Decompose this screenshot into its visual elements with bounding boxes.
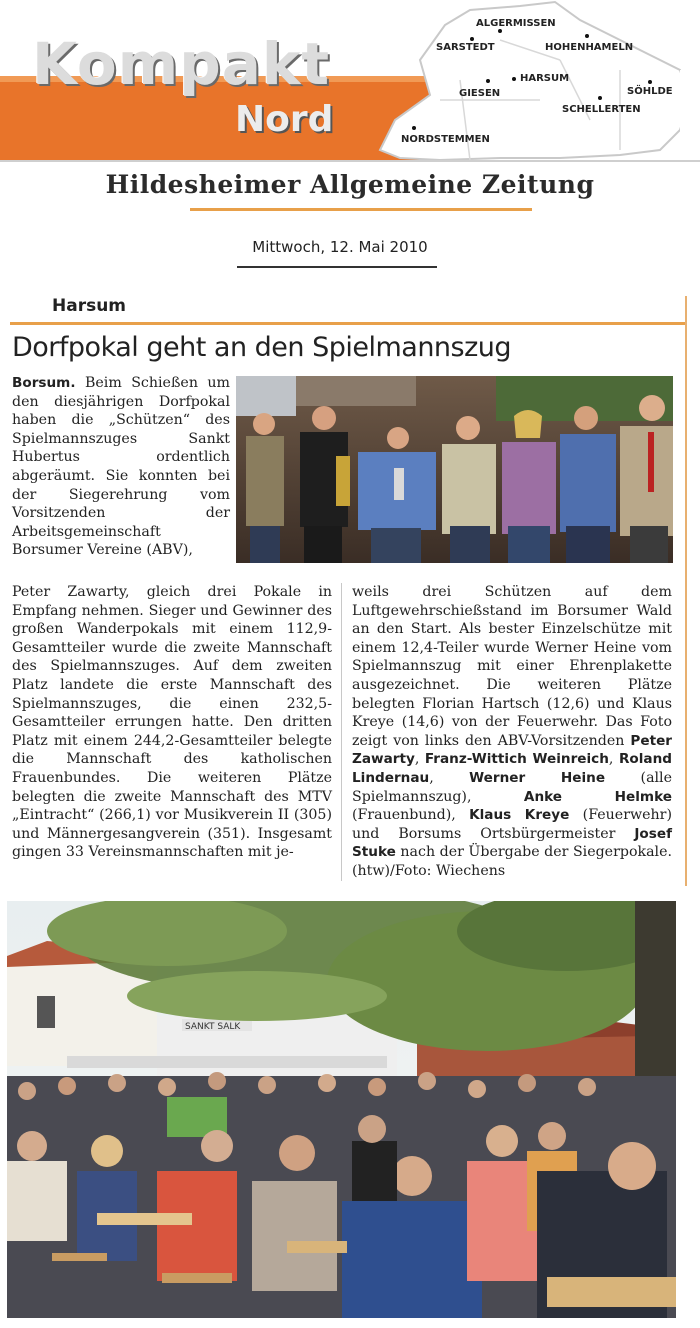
section-label: Harsum [52,296,127,316]
section-rule [10,322,686,325]
bold-text-run: Werner Heine [469,769,606,786]
issue-date: Mittwoch, 12. Mai 2010 [252,238,428,256]
column-edge-rule [685,296,687,886]
sign-text: SANKT SALK [185,1022,241,1032]
town-label: GIESEN [459,88,501,99]
town-dot [498,29,502,33]
text-run: (alle Spielmannszug), [352,769,672,805]
text-run: (Feuerwehr) und Borsums Ortsbürgermeister [352,807,672,842]
text-run: , [429,769,470,786]
town-label: HARSUM [520,73,570,84]
bold-text-run: Anke Helmke [523,788,672,805]
town-dot [470,37,474,41]
town-label: SCHELLERTEN [562,104,641,115]
bold-text-run: Josef Stuke [352,825,672,861]
text-run: , [414,751,425,768]
article-column-1-top [12,374,230,560]
town-dot [412,126,416,130]
town-dot [486,79,490,83]
column-divider [341,583,342,881]
bold-text-run: Klaus Kreye [469,807,570,824]
brand-kompakt: Kompakt [32,30,331,98]
newspaper-underline [190,208,532,211]
newspaper-name: Hildesheimer Allgemeine Zeitung [105,170,595,199]
town-label: HOHENHAMELN [545,42,634,53]
town-dot [512,77,516,81]
photo-trophy-winners [236,376,673,563]
town-label: SÖHLDE [627,86,673,97]
text-run: nach der Übergabe der Siegerpokale. (htw)/Foto: Wiechens [352,844,672,879]
text-run: (Frauenbund), [352,807,470,824]
town-label: NORDSTEMMEN [401,134,490,145]
bold-text-run: Roland Lindernau [352,751,672,786]
text-run: weils drei Schützen auf dem Luftgewehrschießstand im Borsumer Wald an den Start. Als bester Einzelschütze mit einem 12,4-Teiler wurde Werner Heine vom Spielmannszug mit einer Ehrenplakette ausgezeichnet. Die weiteren Plätze belegten Florian Hartsch (12,6) und Klaus Kreye (14,6) von der Feuerwehr. Das Foto zeigt von links den ABV-Vorsitzenden [352,584,672,749]
town-dot [598,96,602,100]
town-label: SARSTEDT [436,42,495,53]
article-column-1-bottom: Peter Zawarty, gleich drei Pokale in Empfang nehmen. Sieger und Gewinner des großen Wanderpokals mit einem 112,9-Gesamtteiler wurde die zweite Mannschaft des Spielmannszuges. Auf dem zweiten Platz landete die erste Mannschaft des Spielmannszuges, die einen 232,5-Gesamtteiler errungen hatte. Den dritten Platz mit einem 244,2-Gesamtteiler belegte die Mannschaft des katholischen Frauenbundes. Die weiteren Plätze belegten die zweite Mannschaft des MTV „Eintracht“ (266,1) vor Musikverein II (305) und Männergesangverein (351). Insgesamt gingen 33 Vereinsmannschaften mit je- [12,584,332,861]
town-dot [585,34,589,38]
date-underline [237,266,437,268]
town-dot [648,80,652,84]
text-run: , [608,751,619,768]
brand-nord: Nord [235,99,334,140]
article-column-2 [352,583,672,881]
bold-text-run: Peter Zawarty [352,732,672,768]
bold-text-run: Franz-Wittich Weinreich [424,751,609,768]
bold-text-run: Borsum. [12,375,76,391]
text-run: Beim Schießen um den diesjährigen Dorfpokal haben die „Schützen“ des Spielmannszuges Sankt Hubertus ordentlich abgeräumt. Sie konnten bei der Siegerehrung vom Vorsitzenden der Arbeitsgemeinschaft Borsumer Vereine (ABV), [12,375,230,559]
town-label: ALGERMISSEN [476,18,556,29]
article-headline: Dorfpokal geht an den Spielmannszug [12,332,512,363]
photo-outdoor-gathering [7,901,676,1318]
